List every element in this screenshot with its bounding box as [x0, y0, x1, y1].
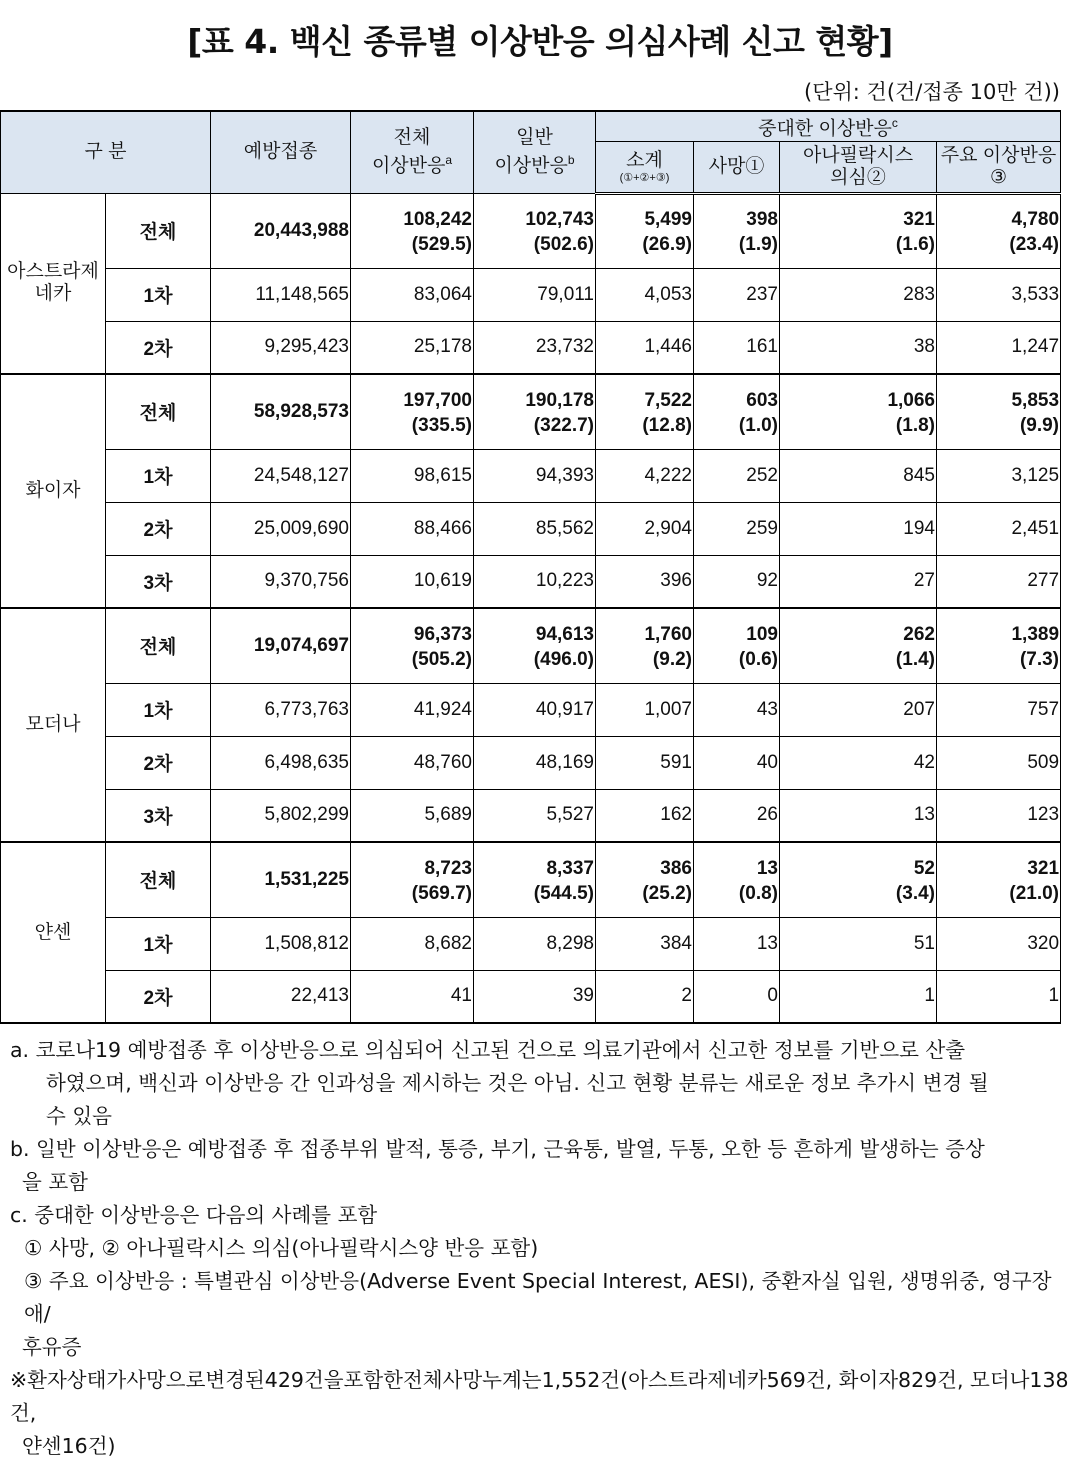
cell-sub: 5,499 (26.9) [596, 193, 694, 268]
table-row [1, 268, 1061, 321]
cell-sub: 1,007 [596, 683, 694, 736]
cell-death: 0 [694, 970, 780, 1023]
cell-vacc: 58,928,573 [211, 374, 351, 449]
table-body [1, 193, 1061, 1023]
unit-label: (단위: 건(건/접종 10만 건)) [804, 80, 1060, 104]
note-c-item: ① 사망, ② 아나필락시스 의심(아나필락시스양 반응 포함) [24, 1236, 539, 1260]
header-vaccinations: 예방접종 [211, 111, 351, 193]
cell-major: 757 [937, 683, 1061, 736]
adverse-event-table [0, 110, 1061, 1024]
note-b: b. 일반 이상반응은 예방접종 후 접종부위 발적, 통증, 부기, 근육통, 발열, 두통, 오한 등 흔하게 발생하는 증상 [10, 1137, 985, 1161]
cell-death: 603 (1.0) [694, 374, 780, 449]
table-row [1, 449, 1061, 502]
cell-ana: 207 [780, 683, 937, 736]
cell-general: 8,337 (544.5) [474, 842, 596, 917]
cell-general: 40,917 [474, 683, 596, 736]
header-general-ae: 일반 이상반응$^b$ [474, 111, 596, 193]
cell-major: 4,780 (23.4) [937, 193, 1061, 268]
cell-general: 85,562 [474, 502, 596, 555]
cell-sub: 4,222 [596, 449, 694, 502]
cell-death: 43 [694, 683, 780, 736]
cell-major: 1 [937, 970, 1061, 1023]
cell-death: 398 (1.9) [694, 193, 780, 268]
table-title: [표 4. 백신 종류별 이상반응 의심사례 신고 현황] [187, 22, 893, 61]
dose-label: 1차 [106, 449, 211, 502]
cell-general: 48,169 [474, 736, 596, 789]
header-death: 사망① [694, 141, 780, 193]
table-row [1, 683, 1061, 736]
header-category: 구 분 [1, 111, 211, 193]
header-total-ae: 전체 이상반응$^a$ [351, 111, 474, 193]
table-row [1, 555, 1061, 608]
cell-vacc: 20,443,988 [211, 193, 351, 268]
cell-general: 190,178 (322.7) [474, 374, 596, 449]
cell-total: 41 [351, 970, 474, 1023]
dose-label: 2차 [106, 502, 211, 555]
dose-label: 전체 [106, 608, 211, 683]
cell-ana: 262 (1.4) [780, 608, 937, 683]
table-row [1, 608, 1061, 683]
vaccine-name: 얀센 [1, 842, 106, 1023]
cell-vacc: 1,508,812 [211, 917, 351, 970]
dose-label: 2차 [106, 736, 211, 789]
cell-total: 8,682 [351, 917, 474, 970]
cell-sub: 7,522 (12.8) [596, 374, 694, 449]
cell-ana: 1,066 (1.8) [780, 374, 937, 449]
note-death-total: ※환자상태가사망으로변경된429건을포함한전체사망누계는1,552건(아스트라제네카569건, 화이자829건, 모더나138건, [10, 1368, 1069, 1425]
table-row [1, 374, 1061, 449]
cell-major: 1,389 (7.3) [937, 608, 1061, 683]
table-row [1, 917, 1061, 970]
cell-ana: 321 (1.6) [780, 193, 937, 268]
cell-general: 23,732 [474, 321, 596, 374]
cell-major: 321 (21.0) [937, 842, 1061, 917]
dose-label: 전체 [106, 842, 211, 917]
table-row [1, 970, 1061, 1023]
cell-sub: 2 [596, 970, 694, 1023]
cell-ana: 1 [780, 970, 937, 1023]
vaccine-name: 모더나 [1, 608, 106, 842]
cell-general: 10,223 [474, 555, 596, 608]
cell-major: 277 [937, 555, 1061, 608]
cell-total: 5,689 [351, 789, 474, 842]
cell-total: 108,242 (529.5) [351, 193, 474, 268]
table-row [1, 842, 1061, 917]
cell-death: 13 [694, 917, 780, 970]
cell-sub: 386 (25.2) [596, 842, 694, 917]
header-anaphylaxis: 아나필락시스 의심② [780, 141, 937, 193]
cell-general: 94,613 (496.0) [474, 608, 596, 683]
cell-vacc: 6,498,635 [211, 736, 351, 789]
cell-total: 98,615 [351, 449, 474, 502]
cell-total: 48,760 [351, 736, 474, 789]
cell-death: 259 [694, 502, 780, 555]
cell-major: 123 [937, 789, 1061, 842]
cell-vacc: 5,802,299 [211, 789, 351, 842]
cell-sub: 2,904 [596, 502, 694, 555]
cell-total: 88,466 [351, 502, 474, 555]
dose-label: 3차 [106, 789, 211, 842]
dose-label: 전체 [106, 374, 211, 449]
cell-sub: 396 [596, 555, 694, 608]
cell-sub: 4,053 [596, 268, 694, 321]
cell-total: 8,723 (569.7) [351, 842, 474, 917]
table-row [1, 789, 1061, 842]
cell-vacc: 9,295,423 [211, 321, 351, 374]
cell-death: 26 [694, 789, 780, 842]
cell-vacc: 19,074,697 [211, 608, 351, 683]
header-serious-ae: 중대한 이상반응$^c$ [596, 111, 1061, 141]
cell-vacc: 11,148,565 [211, 268, 351, 321]
dose-label: 1차 [106, 683, 211, 736]
cell-general: 79,011 [474, 268, 596, 321]
cell-death: 109 (0.6) [694, 608, 780, 683]
header-major-ae: 주요 이상반응 ③ [937, 141, 1061, 193]
cell-total: 197,700 (335.5) [351, 374, 474, 449]
note-a-cont: 수 있음 [46, 1104, 112, 1128]
dose-label: 3차 [106, 555, 211, 608]
cell-total: 41,924 [351, 683, 474, 736]
cell-vacc: 6,773,763 [211, 683, 351, 736]
dose-label: 1차 [106, 268, 211, 321]
cell-ana: 38 [780, 321, 937, 374]
cell-sub: 591 [596, 736, 694, 789]
dose-label: 전체 [106, 193, 211, 268]
cell-ana: 27 [780, 555, 937, 608]
cell-total: 96,373 (505.2) [351, 608, 474, 683]
dose-label: 2차 [106, 970, 211, 1023]
table-row [1, 736, 1061, 789]
cell-ana: 42 [780, 736, 937, 789]
vaccine-name: 화이자 [1, 374, 106, 608]
note-c: c. 중대한 이상반응은 다음의 사례를 포함 [10, 1203, 378, 1227]
cell-major: 2,451 [937, 502, 1061, 555]
cell-death: 13 (0.8) [694, 842, 780, 917]
cell-ana: 194 [780, 502, 937, 555]
note-a: a. 코로나19 예방접종 후 이상반응으로 의심되어 신고된 건으로 의료기관에서 신고한 정보를 기반으로 산출 [10, 1038, 966, 1062]
cell-major: 509 [937, 736, 1061, 789]
table-row [1, 321, 1061, 374]
cell-major: 1,247 [937, 321, 1061, 374]
cell-vacc: 24,548,127 [211, 449, 351, 502]
cell-death: 40 [694, 736, 780, 789]
cell-vacc: 9,370,756 [211, 555, 351, 608]
note-b-cont: 을 포함 [22, 1170, 88, 1194]
table-row [1, 502, 1061, 555]
cell-vacc: 22,413 [211, 970, 351, 1023]
cell-ana: 283 [780, 268, 937, 321]
header-subtotal: 소계 (①+②+③) [596, 141, 694, 193]
cell-total: 83,064 [351, 268, 474, 321]
cell-major: 3,125 [937, 449, 1061, 502]
note-c-cont: 후유증 [22, 1335, 82, 1359]
cell-sub: 162 [596, 789, 694, 842]
cell-general: 5,527 [474, 789, 596, 842]
cell-vacc: 25,009,690 [211, 502, 351, 555]
cell-general: 39 [474, 970, 596, 1023]
footnotes [10, 1034, 1070, 1463]
cell-general: 102,743 (502.6) [474, 193, 596, 268]
cell-major: 320 [937, 917, 1061, 970]
cell-ana: 845 [780, 449, 937, 502]
cell-major: 5,853 (9.9) [937, 374, 1061, 449]
cell-vacc: 1,531,225 [211, 842, 351, 917]
cell-total: 10,619 [351, 555, 474, 608]
cell-ana: 51 [780, 917, 937, 970]
note-death-total-cont: 얀센16건) [22, 1434, 116, 1458]
note-a-cont: 하였으며, 백신과 이상반응 간 인과성을 제시하는 것은 아님. 신고 현황 분류는 새로운 정보 추가시 변경 될 [46, 1071, 989, 1095]
cell-major: 3,533 [937, 268, 1061, 321]
cell-sub: 1,760 (9.2) [596, 608, 694, 683]
cell-general: 8,298 [474, 917, 596, 970]
dose-label: 1차 [106, 917, 211, 970]
cell-death: 237 [694, 268, 780, 321]
note-c-item: ③ 주요 이상반응 : 특별관심 이상반응(Adverse Event Special Interest, AESI), 중환자실 입원, 생명위중, 영구장애/ [24, 1269, 1052, 1326]
cell-ana: 52 (3.4) [780, 842, 937, 917]
cell-death: 92 [694, 555, 780, 608]
dose-label: 2차 [106, 321, 211, 374]
table-row [1, 193, 1061, 268]
vaccine-name: 아스트라제네카 [1, 193, 106, 374]
cell-sub: 384 [596, 917, 694, 970]
cell-death: 252 [694, 449, 780, 502]
cell-total: 25,178 [351, 321, 474, 374]
cell-death: 161 [694, 321, 780, 374]
cell-ana: 13 [780, 789, 937, 842]
cell-general: 94,393 [474, 449, 596, 502]
cell-sub: 1,446 [596, 321, 694, 374]
